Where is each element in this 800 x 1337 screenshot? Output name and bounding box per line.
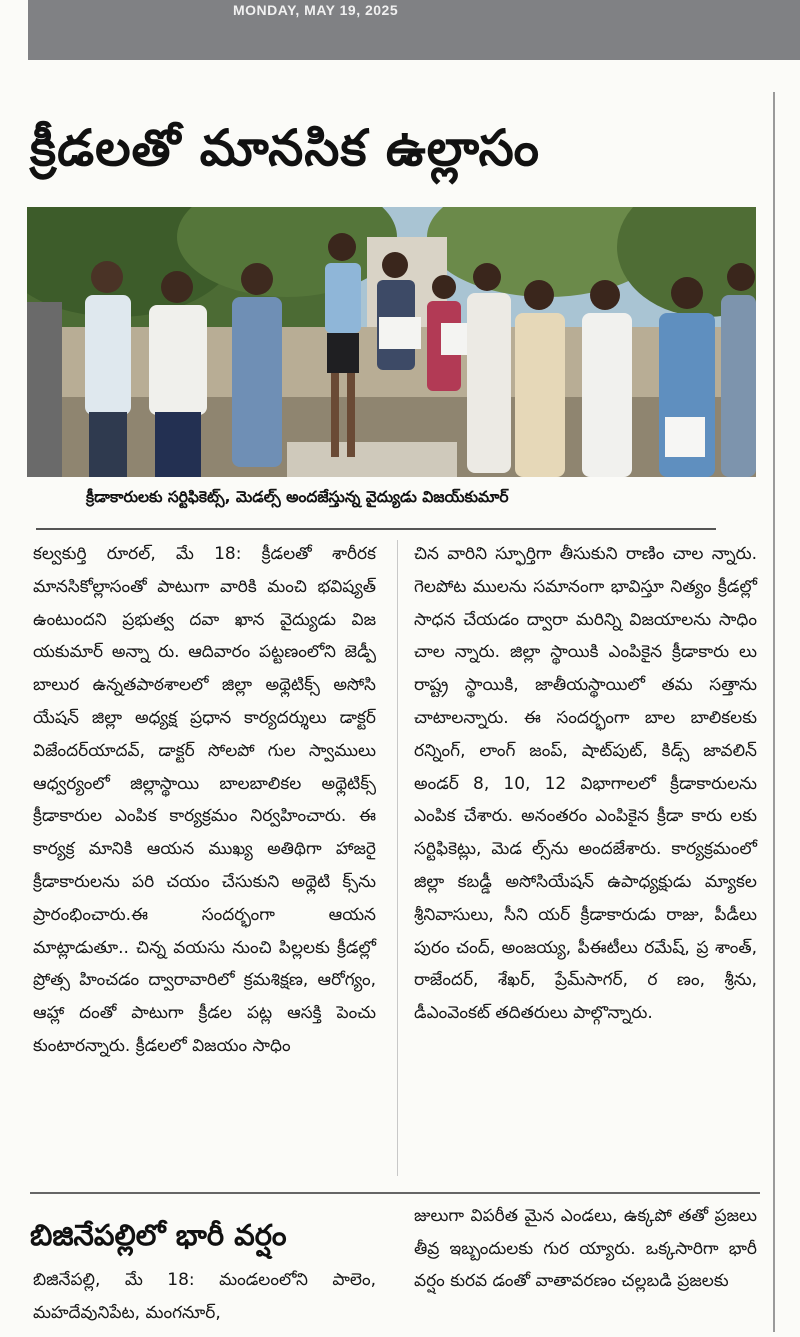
column-divider <box>397 540 398 1176</box>
story-body-right-column: చిన వారిని స్ఫూర్తిగా తీసుకుని రాణిం చాల న్నారు. గెలపోట ములను సమానంగా భావిస్తూ నిత్యం క్రీడల్లో సాధన చేయడం ద్వారా మరిన్ని విజయాలను సాధిం చాల న్నారు. జిల్లా స్థాయికి ఎంపికైన క్రీడాకారు లు రాష్ట్ర స్థాయికి, జాతీయస్థాయిలో తమ సత్తాను చాటాలన్నారు. ఈ సందర్భంగా బాల బాలికలకు రన్నింగ్, లాంగ్ జంప్, షాట్‌పుట్, కిడ్స్ జావలిన్ అండర్ 8, 10, 12 విభాగాలలో క్రీడాకారులను ఎంపిక చేశారు. అనంతరం ఎంపికైన క్రీడా కారు లకు సర్టిఫికెట్లు, మెడ ల్స్‌ను అందజేశారు. కార్యక్రమంలో జిల్లా కబడ్డీ అసోసియేషన్ ఉపాధ్యక్షుడు మ్యాకల శ్రీనివాసులు, సీని యర్ క్రీడాకారుడు రాజు, పీడీలు పురం చంద్, అంజయ్య, పీఈటీలు రమేష్, ప్ర శాంత్, రాజేందర్, శేఖర్, ప్రేమ్‌సాగర్, ర ణం, శ్రీను, డీఎంవెంకట్ తదితరులు పాల్గొన్నారు. <box>414 544 757 1024</box>
news-photo <box>27 207 756 477</box>
story-body-left-column: కల్వకుర్తి రూరల్, మే 18: క్రీడలతో శారీరక మానసికోల్లాసంతో పాటుగా వారికి మంచి భవిష్యత్ ఉంటుందని ప్రభుత్వ దవా ఖాన వైద్యుడు విజ యకుమార్ అన్నా రు. ఆదివారం పట్టణంలోని జెడ్పీ బాలుర ఉన్నతపాఠశాలలో జిల్లా అథ్లెటిక్స్ అసోసి యేషన్ జిల్లా అధ్యక్ష ప్రధాన కార్యదర్శులు డాక్టర్ విజేందర్‌యాదవ్, డాక్టర్ సోలపో గుల స్వాములు ఆధ్వర్యంలో జిల్లాస్థాయి బాలబాలికల అథ్లెటిక్స్ క్రీడాకారుల ఎంపిక కార్యక్రమం నిర్వహించారు. ఈ కార్యక్ర మానికి ఆయన ముఖ్య అతిథిగా హాజరై క్రీడాకారులను పరి చయం చేసుకుని అథ్లెటి క్స్‌ను ప్రారంభించారు.ఈ సందర్భంగా ఆయన మాట్లాడుతూ.. చిన్న వయసు నుంచి పిల్లలకు క్రీడల్లో ప్రోత్స హించడం ద్వారావారిలో క్రమశిక్షణ, ఆరోగ్యం, ఆహ్లా దంతో పాటుగా క్రీడల పట్ల ఆసక్తి పెంచు కుంటారన్నారు. క్రీడలలో విజయం సాధిం <box>33 544 376 1056</box>
caption-divider <box>36 528 716 530</box>
story-headline: క్రీడలతో మానసిక ఉల్లాసం <box>30 119 541 177</box>
page-column-divider <box>773 92 775 1332</box>
photo-caption: క్రీడాకారులకు సర్టిఫికెట్స్, మెడల్స్ అందజేస్తున్న వైద్యుడు విజయ్‌కుమార్ <box>86 488 509 506</box>
news-photo-image <box>27 207 756 477</box>
masthead-bar <box>28 0 800 60</box>
second-story-body-left: బిజినేపల్లి, మే 18: మండలంలోని పాలెం, మహదేవునిపేట, మంగనూర్, <box>33 1270 376 1323</box>
story-separator <box>30 1192 760 1194</box>
second-story-body-right: జులుగా విపరీత మైన ఎండలు, ఉక్కపో తతో ప్రజలు తీవ్ర ఇబ్బందులకు గుర య్యారు. ఒక్కసారిగా భారీ వర్షం కురవ డంతో వాతావరణం చల్లబడి ప్రజలకు <box>414 1206 757 1291</box>
publication-date: MONDAY, MAY 19, 2025 <box>233 2 399 18</box>
second-story-headline: బిజినేపల్లిలో భారీ వర్షం <box>30 1218 287 1252</box>
